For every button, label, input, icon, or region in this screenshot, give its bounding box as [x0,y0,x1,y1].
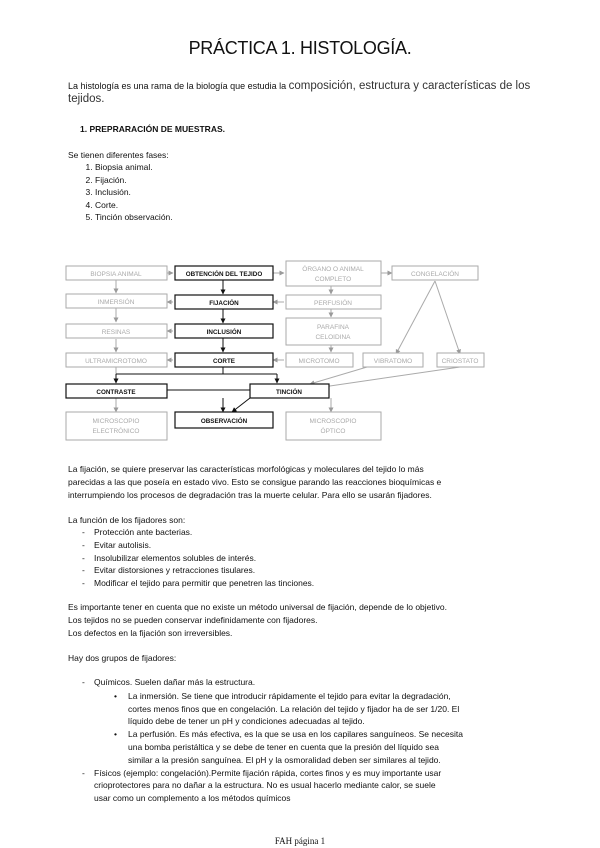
list-item: - Insolubilizar elementos solubles de interés. [82,552,314,565]
label-biopsia: BIOPSIA ANIMAL [90,271,142,278]
text-line: parecidas a las que poseía en estado vivo. Esto se consigue parando las reacciones bioquímicas e [68,477,442,487]
label-obtencion: OBTENCIÓN DEL TEJIDO [185,271,263,278]
label-fijacion: FIJACIÓN [209,300,239,307]
list-item: - Protección ante bacterias. [82,526,314,539]
funciones-intro: La función de los fijadores son: [68,515,186,525]
list-item: 3. Inclusión. [95,186,173,199]
text-line: líquido debe de tener un pH y condiciones adecuadas al tejido. [128,716,365,727]
text-line: • La inmersión. Se tiene que introducir rápidamente el tejido para evitar la degradación, [128,690,451,701]
text-line: usar como un complemento a los métodos químicos [94,793,291,804]
label-parafina1: PARAFINA [316,324,350,331]
label-organo1: ÓRGANO O ANIMAL [302,266,364,273]
box-microscopio-electronico [66,412,167,440]
phases-intro: Se tienen diferentes fases: [68,150,169,160]
label-organo2: COMPLETO [314,276,352,283]
fijacion-paragraph [68,463,528,502]
section-heading: 1. PREPRARACIÓN DE MUESTRAS. [80,124,225,134]
list-item: - Modificar el tejido para permitir que penetren las tinciones. [82,577,314,590]
box-microscopio-optico [286,412,381,440]
text-line: La fijación, se quiere preservar las características morfológicas y moleculares del tejido lo más [68,464,424,474]
label-me1: MICROSCOPIO [92,418,140,425]
funciones-list [82,526,314,590]
label-resinas: RESINAS [101,329,131,336]
text-line: Es importante tener en cuenta que no existe un método universal de fijación, depende de lo objetivo. [68,602,447,612]
text-line: similar a la presión sanguínea. El pH y la osmoralidad deben ser similares al tejido. [128,754,441,765]
label-inmersion: INMERSIÓN [97,299,135,306]
label-inclusion: INCLUSIÓN [206,329,242,336]
label-mo1: MICROSCOPIO [309,418,357,425]
list-item: 1. Biopsia animal. [95,161,173,174]
list-item [116,728,522,766]
text-line: Los defectos en la fijación son irreversibles. [68,628,233,638]
label-perfusion: PERFUSIÓN [314,300,352,307]
list-item: - Evitar autolisis. [82,539,314,552]
list-item: 2. Fijación. [95,174,173,187]
list-item [82,767,522,805]
label-ultramicrotomo: ULTRAMICROTOMO [85,358,147,365]
grupos-list [82,676,522,805]
grupos-intro: Hay dos grupos de fijadores: [68,653,177,663]
list-item [116,690,522,728]
page-footer: FAH página 1 [274,836,326,846]
label-congelacion: CONGELACIÓN [410,271,460,278]
label-tincion: TINCIÓN [276,389,302,396]
page-title: PRÁCTICA 1. HISTOLOGÍA. [188,38,412,58]
label-contraste: CONTRASTE [96,389,136,396]
quimicos-sublist [116,690,522,767]
text-line: interrumpiendo los procesos de degradación tras la muerte celular. Para ello se usarán fijadores. [68,490,432,500]
list-item: 4. Corte. [95,199,173,212]
intro-emphasis: composición, estructura y características de los tejidos. [68,80,531,105]
label-observacion: OBSERVACIÓN [200,418,248,425]
text-line: cortes menos finos que en congelación. La relación del tejido y fijador ha de ser 1/20. El [128,703,460,714]
label-mo2: ÓPTICO [320,428,346,435]
label-microtomo: MICROTOMO [298,358,340,365]
label-parafina2: CELOIDINA [315,334,351,341]
label-criostato: CRIOSTATO [441,358,479,365]
notes-paragraph [68,601,548,640]
text-line: - Físicos (ejemplo: congelación).Permite fijación rápida, cortes finos y es muy importante usar [94,767,442,778]
label-vibratomo: VIBRATOMO [373,358,413,365]
list-item [82,676,522,767]
quimicos-text: - Químicos. Suelen dañar más la estructura. [94,677,256,687]
label-me2: ELECTRÓNICO [92,428,140,435]
text-line: Los tejidos no se pueden conservar indefinidamente con fijadores. [68,615,318,625]
text-line: una bomba peristáltica y se debe de tener en cuenta que la presión del líquido sea [128,741,439,752]
list-item: 5. Tinción observación. [95,211,173,224]
label-corte: CORTE [212,358,236,365]
text-line: crioprotectores para no dañar a la estructura. No es usual hacerlo mediante calor, se suele [94,780,436,791]
text-line: • La perfusión. Es más efectiva, es la que se usa en los capilares sanguíneos. Se necesita [128,729,464,740]
list-item: - Evitar distorsiones y retracciones tisulares. [82,564,314,577]
intro-text: La histología es una rama de la biología que estudia la [68,81,289,91]
